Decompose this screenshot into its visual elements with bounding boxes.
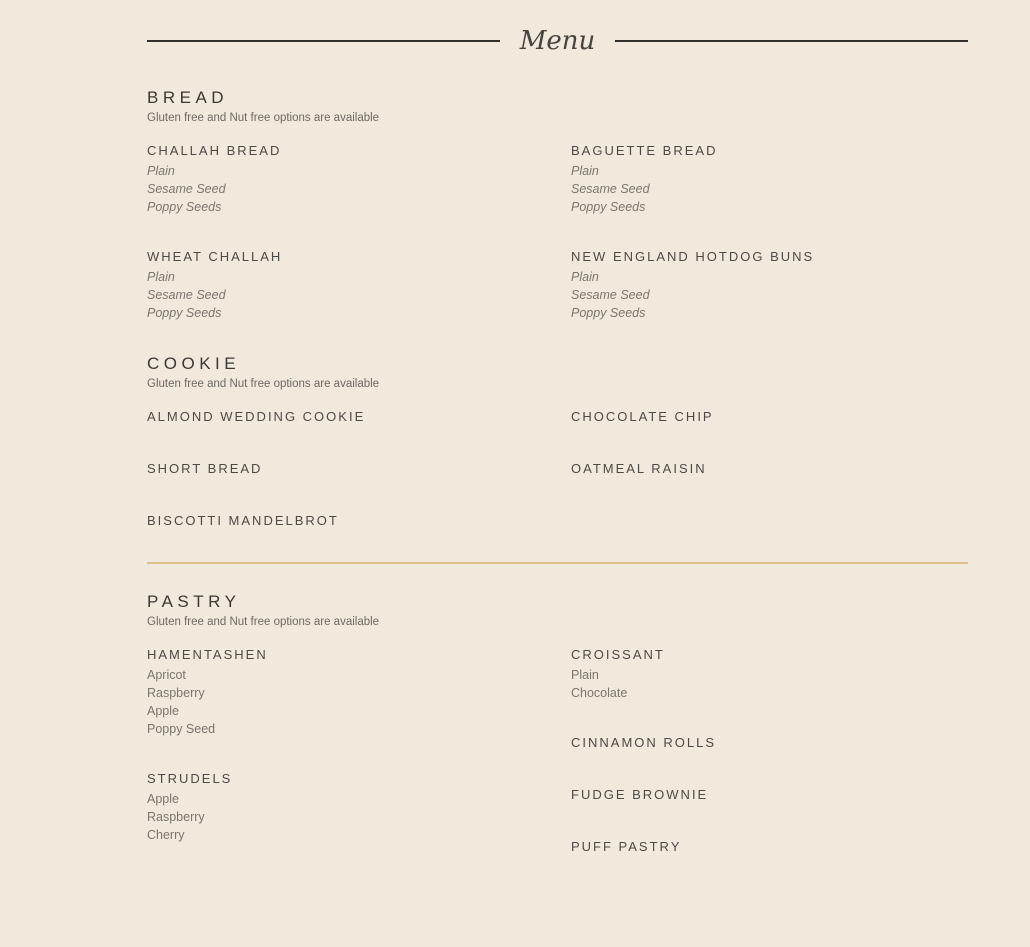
menu-item-option: Apricot bbox=[147, 668, 186, 682]
menu-item-option: Sesame Seed bbox=[571, 288, 650, 302]
header-rule-left bbox=[147, 40, 500, 42]
menu-item-biscotti-mandelbrot bbox=[147, 510, 544, 532]
section-note-bread: Gluten free and Nut free options are available bbox=[147, 112, 380, 124]
menu-item-option: Chocolate bbox=[571, 686, 628, 700]
menu-item-name: CHALLAH BREAD bbox=[147, 143, 282, 158]
section-title-pastry: PASTRY bbox=[147, 592, 241, 611]
menu-item-challah-bread bbox=[147, 140, 544, 216]
menu-item-puff-pastry bbox=[571, 836, 968, 858]
column-right bbox=[571, 644, 968, 888]
menu-item-fudge-brownie bbox=[571, 784, 968, 806]
menu-item-option: Apple bbox=[147, 704, 179, 718]
menu-item-name: NEW ENGLAND HOTDOG BUNS bbox=[571, 249, 815, 264]
menu-item-name: ALMOND WEDDING COOKIE bbox=[147, 409, 366, 424]
menu-item-option: Poppy Seeds bbox=[571, 200, 646, 214]
menu-item-options bbox=[571, 162, 968, 216]
menu-item-option: Plain bbox=[147, 164, 175, 178]
section-pastry bbox=[147, 590, 968, 888]
menu-item-name: FUDGE BROWNIE bbox=[571, 787, 709, 802]
menu-item-baguette-bread bbox=[571, 140, 968, 216]
header-rule-right bbox=[615, 40, 968, 42]
section-divider bbox=[147, 562, 968, 564]
section-cookie bbox=[147, 352, 968, 562]
column-right bbox=[571, 140, 968, 352]
menu-header bbox=[147, 28, 968, 54]
section-note-cookie: Gluten free and Nut free options are available bbox=[147, 378, 380, 390]
section-title-cookie: COOKIE bbox=[147, 354, 241, 373]
menu-item-short-bread bbox=[147, 458, 544, 480]
menu-item-option: Poppy Seeds bbox=[571, 306, 646, 320]
menu-item-name: CROISSANT bbox=[571, 647, 665, 662]
column-left bbox=[147, 140, 544, 352]
section-note-pastry: Gluten free and Nut free options are available bbox=[147, 616, 380, 628]
menu-item-name: SHORT BREAD bbox=[147, 461, 263, 476]
menu-item-name: WHEAT CHALLAH bbox=[147, 249, 283, 264]
menu-item-option: Poppy Seeds bbox=[147, 306, 222, 320]
menu-item-name: CHOCOLATE CHIP bbox=[571, 409, 714, 424]
menu-item-almond-wedding-cookie bbox=[147, 406, 544, 428]
menu-item-name: PUFF PASTRY bbox=[571, 839, 682, 854]
menu-item-option: Sesame Seed bbox=[147, 182, 226, 196]
menu-item-oatmeal-raisin bbox=[571, 458, 968, 480]
menu-item-name: BISCOTTI MANDELBROT bbox=[147, 513, 339, 528]
menu-item-option: Poppy Seed bbox=[147, 722, 216, 736]
menu-item-name: STRUDELS bbox=[147, 771, 233, 786]
menu-item-options bbox=[147, 790, 544, 844]
menu-item-option: Sesame Seed bbox=[571, 182, 650, 196]
menu-item-option: Plain bbox=[147, 270, 175, 284]
menu-item-option: Plain bbox=[571, 164, 599, 178]
menu-item-name: HAMENTASHEN bbox=[147, 647, 268, 662]
menu-item-options bbox=[147, 666, 544, 738]
page-title: Menu bbox=[519, 26, 596, 56]
section-columns bbox=[147, 406, 968, 562]
menu-item-options bbox=[147, 162, 544, 216]
menu-item-name: OATMEAL RAISIN bbox=[571, 461, 707, 476]
column-left bbox=[147, 644, 544, 888]
menu-item-option: Sesame Seed bbox=[147, 288, 226, 302]
menu-page bbox=[147, 0, 968, 888]
menu-item-option: Raspberry bbox=[147, 810, 205, 824]
menu-item-option: Raspberry bbox=[147, 686, 205, 700]
menu-item-options bbox=[571, 666, 968, 702]
menu-item-options bbox=[147, 268, 544, 322]
menu-item-option: Cherry bbox=[147, 828, 185, 842]
section-title-bread: BREAD bbox=[147, 88, 229, 107]
menu-item-strudels bbox=[147, 768, 544, 844]
menu-item-hamentashen bbox=[147, 644, 544, 738]
section-bread bbox=[147, 86, 968, 352]
menu-item-name: CINNAMON ROLLS bbox=[571, 735, 717, 750]
section-columns bbox=[147, 140, 968, 352]
menu-item-chocolate-chip bbox=[571, 406, 968, 428]
menu-item-option: Apple bbox=[147, 792, 179, 806]
section-columns bbox=[147, 644, 968, 888]
menu-item-wheat-challah bbox=[147, 246, 544, 322]
menu-item-option: Plain bbox=[571, 270, 599, 284]
menu-item-new-england-hotdog-buns bbox=[571, 246, 968, 322]
column-left bbox=[147, 406, 544, 562]
column-right bbox=[571, 406, 968, 562]
menu-item-options bbox=[571, 268, 968, 322]
menu-item-name: BAGUETTE BREAD bbox=[571, 143, 718, 158]
menu-item-option: Plain bbox=[571, 668, 599, 682]
menu-item-option: Poppy Seeds bbox=[147, 200, 222, 214]
menu-item-cinnamon-rolls bbox=[571, 732, 968, 754]
menu-item-croissant bbox=[571, 644, 968, 702]
